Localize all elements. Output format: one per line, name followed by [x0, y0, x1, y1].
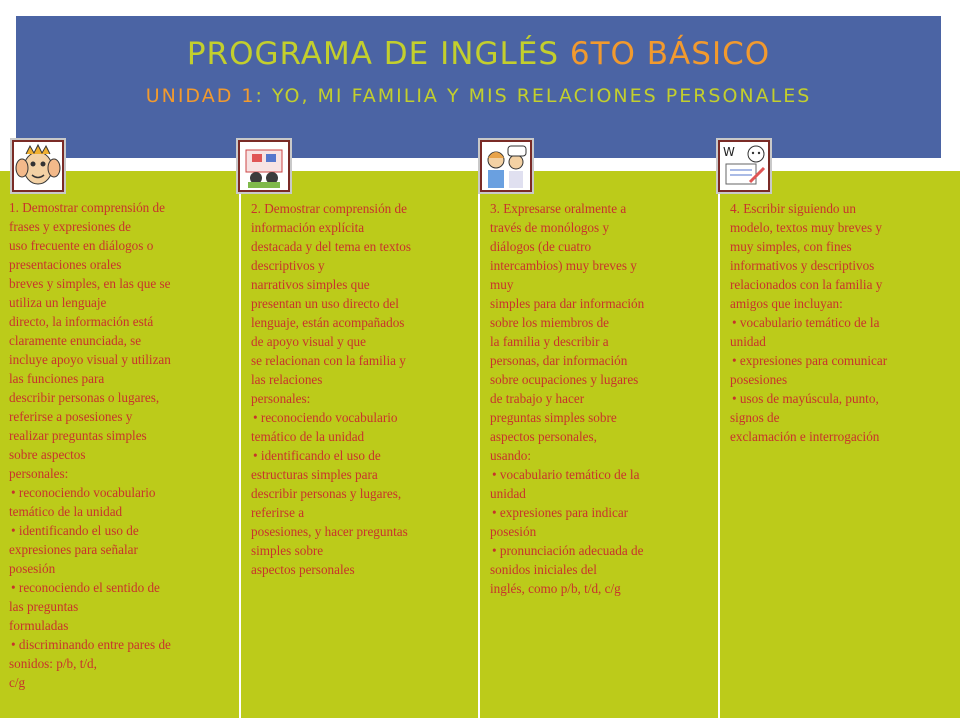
objective-line: muy	[490, 277, 514, 292]
objective-bullet: unidad	[730, 334, 766, 349]
objective-line: realizar preguntas simples	[9, 428, 147, 443]
objective-line: 2. Demostrar comprensión de	[251, 201, 408, 216]
objective-line: información explícita	[251, 220, 365, 235]
objective-line: narrativos simples que	[251, 277, 370, 292]
objective-line: 1. Demostrar comprensión de	[9, 200, 166, 215]
objective-bullet: posesiones, y hacer preguntas	[251, 524, 408, 539]
objective-bullet: posesión	[9, 561, 56, 576]
objective-text-4	[730, 199, 952, 446]
objective-line: preguntas simples sobre	[490, 410, 617, 425]
objective-line: través de monólogos y	[490, 220, 610, 235]
objective-line: personales:	[251, 391, 311, 406]
svg-text:W: W	[723, 145, 735, 159]
objective-bullet: aspectos personales	[251, 562, 355, 577]
objective-line: relacionados con la familia y	[730, 277, 883, 292]
objective-bullet: sonidos: p/b, t/d,	[9, 656, 97, 671]
title-main: PROGRAMA DE INGLÉS	[186, 36, 570, 72]
objective-bullet: • expresiones para comunicar	[730, 351, 952, 370]
objective-line: informativos y descriptivos	[730, 258, 875, 273]
objective-bullet: • reconociendo el sentido de	[9, 578, 231, 597]
objective-line: amigos que incluyan:	[730, 296, 843, 311]
objective-panel-1	[0, 171, 239, 718]
page-title	[16, 36, 941, 72]
objective-line: claramente enunciada, se	[9, 333, 142, 348]
objective-bullet: • vocabulario temático de la	[490, 465, 710, 484]
objective-bullet: estructuras simples para	[251, 467, 378, 482]
objective-bullet: simples sobre	[251, 543, 324, 558]
objective-bullet: c/g	[9, 675, 26, 690]
objective-line: incluye apoyo visual y utilizan	[9, 352, 171, 367]
objective-bullet: • pronunciación adecuada de	[490, 541, 710, 560]
objective-text-3	[490, 199, 710, 598]
objective-line: 4. Escribir siguiendo un	[730, 201, 856, 216]
objective-line: la familia y describir a	[490, 334, 609, 349]
objective-bullet: temático de la unidad	[9, 504, 123, 519]
objective-line: directo, la información está	[9, 314, 154, 329]
objective-bullet: sonidos iniciales del	[490, 562, 597, 577]
objective-bullet: • discriminando entre pares de	[9, 635, 231, 654]
objective-line: sobre aspectos	[9, 447, 86, 462]
reading-children-icon	[238, 140, 290, 192]
objective-line: intercambios) muy breves y	[490, 258, 637, 273]
objective-bullet: temático de la unidad	[251, 429, 365, 444]
objective-bullet: • reconociendo vocabulario	[9, 483, 231, 502]
subtitle-text: : YO, MI FAMILIA Y MIS RELACIONES PERSONALES	[255, 85, 812, 107]
objective-line: descriptivos y	[251, 258, 325, 273]
objective-bullet: referirse a	[251, 505, 305, 520]
objective-line: las funciones para	[9, 371, 105, 386]
objective-line: diálogos (de cuatro	[490, 239, 592, 254]
objective-line: usando:	[490, 448, 532, 463]
objective-line: presentaciones orales	[9, 257, 122, 272]
objective-bullet: • identificando el uso de	[251, 446, 470, 465]
objective-line: breves y simples, en las que se	[9, 276, 171, 291]
objective-bullet: • usos de mayúscula, punto,	[730, 389, 952, 408]
objective-bullet: • reconociendo vocabulario	[251, 408, 470, 427]
objective-line: presentan un uso directo del	[251, 296, 399, 311]
objective-line: referirse a posesiones y	[9, 409, 133, 424]
objective-line: lenguaje, están acompañados	[251, 315, 405, 330]
objective-bullet: las preguntas	[9, 599, 79, 614]
objective-line: simples para dar información	[490, 296, 645, 311]
objective-text-2	[251, 199, 470, 579]
objective-line: sobre los miembros de	[490, 315, 610, 330]
objective-panel-2	[241, 171, 478, 718]
objective-panel-3	[480, 171, 718, 718]
objective-bullet: describir personas y lugares,	[251, 486, 402, 501]
objective-line: personas, dar información	[490, 353, 628, 368]
page-subtitle	[56, 82, 901, 110]
objective-bullet: expresiones para señalar	[9, 542, 138, 557]
objective-bullet: signos de	[730, 410, 780, 425]
speaking-children-icon	[480, 140, 532, 192]
objective-line: aspectos personales,	[490, 429, 597, 444]
objective-bullet: unidad	[490, 486, 526, 501]
objective-line: 3. Expresarse oralmente a	[490, 201, 627, 216]
objective-line: frases y expresiones de	[9, 219, 131, 234]
objective-line: describir personas o lugares,	[9, 390, 160, 405]
objective-line: modelo, textos muy breves y	[730, 220, 882, 235]
objective-bullet: • identificando el uso de	[9, 521, 231, 540]
objective-line: de apoyo visual y que	[251, 334, 366, 349]
title-banner	[16, 16, 941, 158]
objective-bullet: • vocabulario temático de la	[730, 313, 952, 332]
objective-line: muy simples, con fines	[730, 239, 852, 254]
objective-line: se relacionan con la familia y	[251, 353, 406, 368]
objective-line: personales:	[9, 466, 69, 481]
objective-bullet: • expresiones para indicar	[490, 503, 710, 522]
title-accent: 6TO BÁSICO	[569, 36, 771, 72]
objective-bullet: posesión	[490, 524, 537, 539]
objective-text-1	[9, 198, 231, 692]
objective-line: utiliza un lenguaje	[9, 295, 107, 310]
objective-line: de trabajo y hacer	[490, 391, 585, 406]
objective-line: sobre ocupaciones y lugares	[490, 372, 639, 387]
subtitle-unit: UNIDAD 1	[145, 85, 256, 107]
objective-line: destacada y del tema en textos	[251, 239, 412, 254]
objective-panel-4	[720, 171, 960, 718]
objective-line: uso frecuente en diálogos o	[9, 238, 154, 253]
listening-face-icon	[12, 140, 64, 192]
objective-bullet: formuladas	[9, 618, 69, 633]
objective-bullet: exclamación e interrogación	[730, 429, 880, 444]
writing-icon	[718, 140, 770, 192]
objective-bullet: inglés, como p/b, t/d, c/g	[490, 581, 621, 596]
objective-line: las relaciones	[251, 372, 323, 387]
objective-bullet: posesiones	[730, 372, 788, 387]
